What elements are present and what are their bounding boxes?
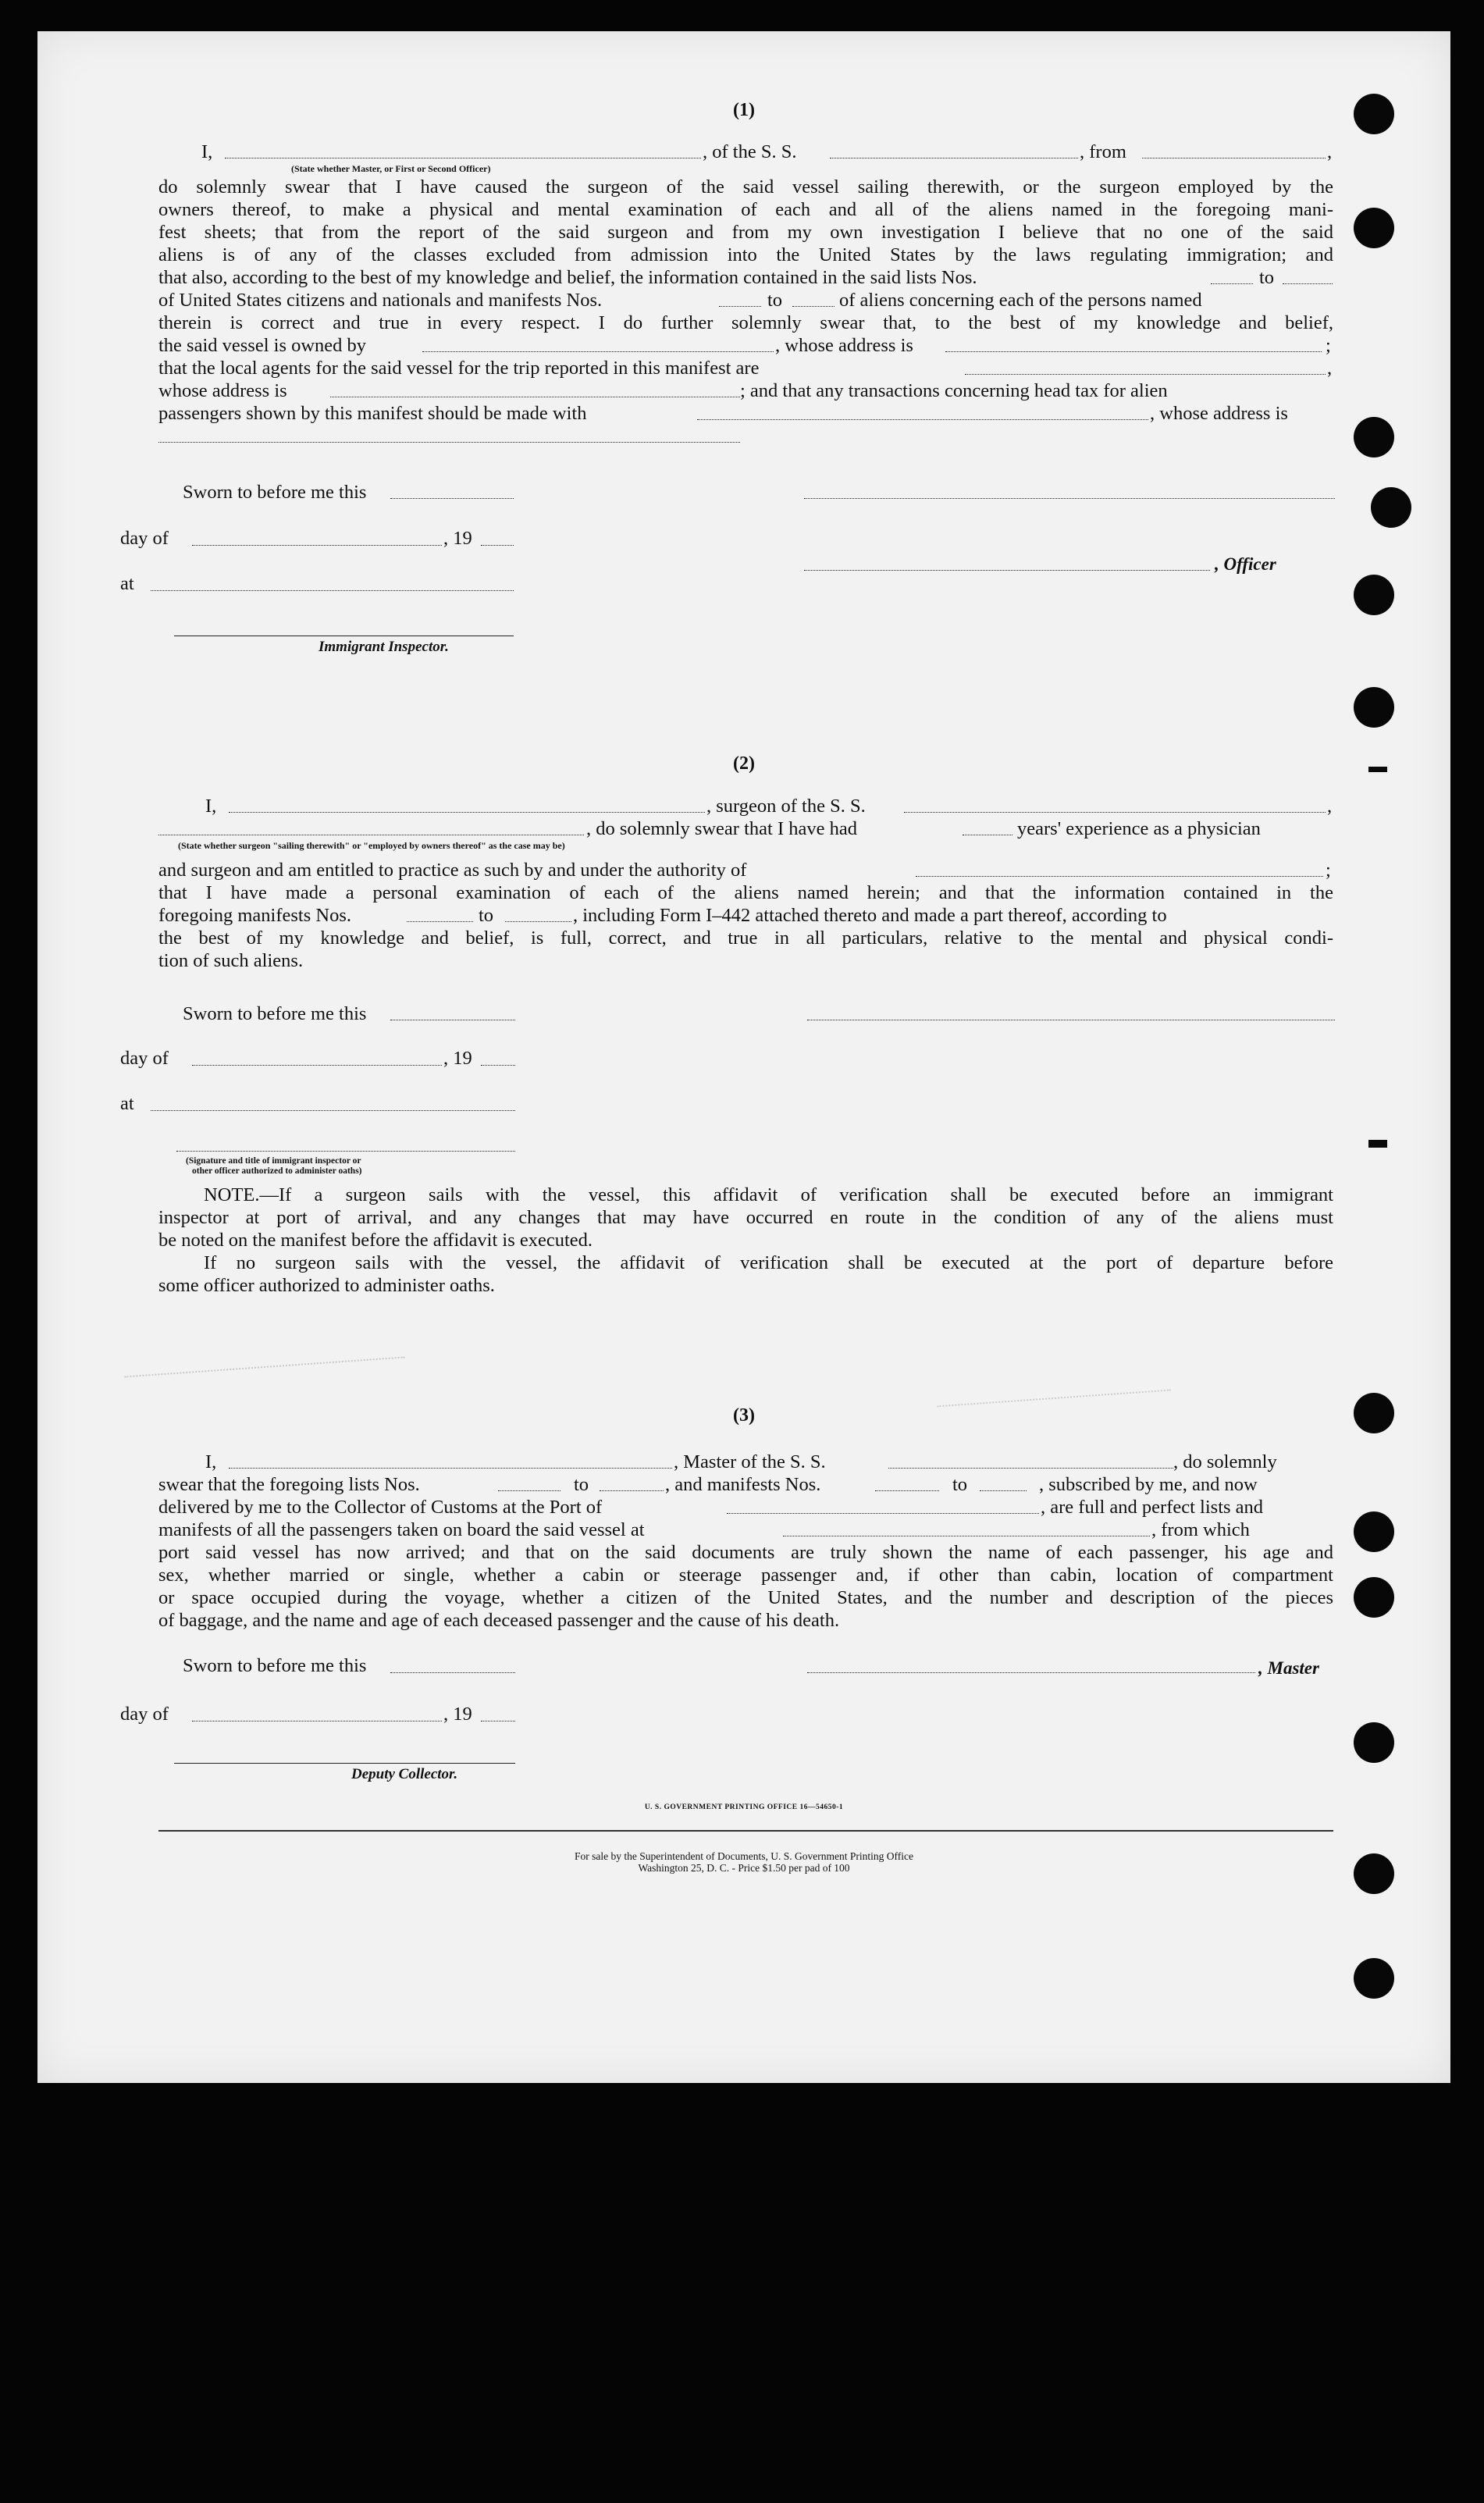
officer-signature-line[interactable]: [804, 481, 1335, 499]
master-lists-from-field[interactable]: [498, 1475, 561, 1491]
paragraph-text: delivered by me to the Collector of Customs at the Port of: [158, 1497, 603, 1518]
section-3-oath: [158, 1451, 1333, 1632]
surgeon-status-field[interactable]: [158, 819, 584, 835]
note-label: NOTE.: [204, 1184, 260, 1205]
officer-name-field[interactable]: [225, 142, 701, 158]
paragraph-line: sex, whether married or single, whether a cabin or steerage passenger and, if other than cabin, location of compartment: [158, 1565, 1333, 1586]
authorized-officer-signature-line[interactable]: [176, 1134, 515, 1152]
lists-from-field[interactable]: [1211, 268, 1253, 284]
master-signature-line[interactable]: [807, 1655, 1255, 1673]
surgeon-signature-line[interactable]: [807, 1002, 1335, 1020]
gpo-imprint: U. S. GOVERNMENT PRINTING OFFICE 16—54650-1: [644, 1803, 844, 1811]
punch-hole: [1354, 1958, 1394, 1999]
inspector-label: Immigrant Inspector.: [319, 639, 449, 655]
vessel-name-field[interactable]: [830, 142, 1078, 158]
day-of-label: day of: [120, 528, 169, 549]
from-label: , from: [1080, 141, 1126, 162]
manifests-from-field[interactable]: [719, 290, 761, 307]
surgeon-manifests-from-field[interactable]: [407, 906, 473, 922]
surgeon-vessel-field[interactable]: [904, 796, 1326, 813]
at-place-field[interactable]: [151, 1093, 515, 1111]
to-label: to: [767, 290, 783, 311]
paragraph-text: and surgeon and am entitled to practice as such by and under the authority of: [158, 860, 747, 881]
head-tax-agent-field[interactable]: [697, 404, 1148, 420]
paragraph-text: passengers shown by this manifest should be made with: [158, 403, 587, 424]
head-tax-address-field[interactable]: [158, 426, 740, 443]
section-1-oath: [158, 141, 1333, 447]
paragraph-text: manifests of all the passengers taken on board the said vessel at: [158, 1519, 645, 1540]
comma: ,: [1327, 141, 1333, 162]
sworn-label: Sworn to before me this: [183, 1655, 367, 1676]
paragraph-text: of United States citizens and nationals and manifests Nos.: [158, 290, 603, 311]
punch-hole: [1354, 1722, 1394, 1763]
paragraph-text: , and manifests Nos.: [665, 1474, 821, 1495]
sale-notice: For sale by the Superintendent of Documents, U. S. Government Printing Office: [575, 1850, 913, 1862]
paragraph-text: that the local agents for the said vessel for the trip reported in this manifest are: [158, 358, 760, 379]
paragraph-text: years' experience as a physician: [1017, 818, 1261, 839]
surgeon-name-field[interactable]: [229, 796, 705, 813]
to-label: to: [1259, 267, 1275, 288]
sale-notice: Washington 25, D. C. - Price $1.50 per pad of 100: [638, 1862, 850, 1874]
years-experience-field[interactable]: [963, 819, 1012, 835]
owner-field[interactable]: [422, 336, 774, 352]
punch-hole: [1354, 687, 1394, 728]
month-field[interactable]: [192, 528, 442, 546]
year-label: , 19: [443, 1704, 472, 1725]
master-lists-to-field[interactable]: [600, 1475, 664, 1491]
surgeon-caption: (State whether surgeon "sailing therewith" or "employed by owners thereof" as the case may be): [178, 840, 565, 851]
i-label: I,: [201, 141, 213, 162]
day-of-label: day of: [120, 1048, 169, 1069]
paragraph-text: the said vessel is owned by: [158, 335, 367, 356]
paragraph-text: , subscribed by me, and now: [1039, 1474, 1258, 1495]
paragraph-text: , do solemnly: [1173, 1451, 1277, 1472]
paragraph-line: or space occupied during the voyage, whether a citizen of the United States, and the number and description of the pieces: [158, 1587, 1333, 1608]
master-label: , Master: [1258, 1658, 1319, 1678]
paragraph-line: owners thereof, to make a physical and mental examination of each and all of the aliens named in the foregoing mani-: [158, 199, 1333, 220]
punch-hole: [1354, 417, 1394, 458]
i-label: I,: [205, 796, 217, 817]
paragraph-text: , whose address is: [775, 335, 913, 356]
paragraph-line: fest sheets; that from the report of the said surgeon and from my own investigation I believe that no one of the said: [158, 222, 1333, 243]
paragraph-text: , whose address is: [1150, 403, 1288, 424]
paragraph-text: whose address is: [158, 380, 287, 401]
signature-caption: other officer authorized to administer oaths): [192, 1166, 362, 1176]
comma: ,: [1327, 796, 1333, 817]
paragraph-text: , do solemnly swear that I have had: [586, 818, 857, 839]
customs-port-field[interactable]: [727, 1497, 1039, 1514]
to-label: to: [479, 905, 494, 926]
note-text: some officer authorized to administer oaths.: [158, 1275, 495, 1296]
paragraph-line: therein is correct and true in every respect. I do further solemnly swear that, to the best of my knowledge and belief,: [158, 312, 1333, 333]
year-label: , 19: [443, 1048, 472, 1069]
sworn-day-field[interactable]: [390, 1002, 515, 1020]
officer-label: , Officer: [1215, 554, 1276, 574]
punch-hole: [1354, 208, 1394, 248]
master-name-field[interactable]: [229, 1452, 672, 1469]
section-2-number: (2): [733, 753, 755, 774]
punch-hole: [1371, 487, 1411, 528]
note-text: be noted on the manifest before the affidavit is executed.: [158, 1230, 593, 1251]
surgeon-of-label: , surgeon of the S. S.: [706, 796, 866, 817]
section-2-oath: [158, 795, 1333, 972]
i-label: I,: [205, 1451, 217, 1472]
paragraph-text: , are full and perfect lists and: [1041, 1497, 1264, 1518]
section-2-note: [158, 1184, 1333, 1297]
master-manifests-from-field[interactable]: [875, 1475, 939, 1491]
inspector-signature-line[interactable]: [174, 618, 514, 636]
practice-authority-field[interactable]: [916, 860, 1323, 877]
paragraph-line: the best of my knowledge and belief, is full, correct, and true in all particulars, relative to the mental and physical condi-: [158, 927, 1333, 949]
sworn-label: Sworn to before me this: [183, 482, 367, 503]
local-agents-field[interactable]: [965, 358, 1326, 375]
paragraph-line: tion of such aliens.: [158, 950, 304, 971]
paragraph-line: aliens is of any of the classes excluded from admission into the United States by the laws regulating immigration; and: [158, 244, 1333, 265]
pencil-annotation: [934, 1343, 1171, 1408]
year-field[interactable]: [481, 528, 514, 546]
surgeon-manifests-to-field[interactable]: [505, 906, 571, 922]
at-place-field[interactable]: [151, 573, 514, 591]
paragraph-line: that I have made a personal examination of each of the aliens named herein; and that the information contained in the: [158, 882, 1333, 903]
paragraph-text: foregoing manifests Nos.: [158, 905, 351, 926]
day-of-label: day of: [120, 1704, 169, 1725]
paragraph-text: that also, according to the best of my knowledge and belief, the information contained in the said lists Nos.: [158, 267, 977, 288]
owner-address-field[interactable]: [945, 336, 1322, 352]
punch-mark: [1368, 1140, 1387, 1148]
paragraph-line: port said vessel has now arrived; and that on the said documents are truly shown the name of each passenger, his age and: [158, 1542, 1333, 1563]
master-manifests-to-field[interactable]: [980, 1475, 1027, 1491]
note-text: —If a surgeon sails with the vessel, this affidavit of verification shall be executed before an immigrant: [259, 1184, 1333, 1205]
form-page: [37, 31, 1450, 2083]
deputy-collector-signature-line[interactable]: [174, 1746, 515, 1764]
note-text: inspector at port of arrival, and any changes that may have occurred en route in the condition of any of the aliens must: [158, 1207, 1333, 1228]
month-field[interactable]: [192, 1048, 442, 1066]
officer-caption: (State whether Master, or First or Second Officer): [291, 163, 491, 174]
paragraph-line: of baggage, and the name and age of each deceased passenger and the cause of his death.: [158, 1610, 840, 1631]
master-of-label: , Master of the S. S.: [674, 1451, 826, 1472]
year-field[interactable]: [481, 1704, 515, 1721]
paragraph-text: , including Form I–442 attached thereto and made a part thereof, according to: [573, 905, 1167, 926]
boarding-port-field[interactable]: [783, 1520, 1150, 1536]
pencil-annotation: [123, 1333, 404, 1377]
deputy-collector-label: Deputy Collector.: [351, 1766, 458, 1782]
sworn-label: Sworn to before me this: [183, 1003, 367, 1024]
at-label: at: [120, 573, 134, 594]
year-field[interactable]: [481, 1048, 515, 1066]
paragraph-text: swear that the foregoing lists Nos.: [158, 1474, 420, 1495]
to-label: to: [952, 1474, 968, 1495]
manifests-to-field[interactable]: [792, 290, 835, 307]
agents-address-field[interactable]: [330, 381, 740, 397]
month-field[interactable]: [192, 1704, 442, 1721]
sworn-day-field[interactable]: [390, 1655, 515, 1673]
master-vessel-field[interactable]: [888, 1452, 1173, 1469]
signature-caption: (Signature and title of immigrant inspector or: [186, 1156, 361, 1166]
footer-rule: [158, 1830, 1333, 1832]
paragraph-text: , from which: [1151, 1519, 1250, 1540]
paragraph-text: ;: [1326, 860, 1331, 881]
officer-title-line[interactable]: [804, 553, 1210, 571]
of-ss-label: , of the S. S.: [703, 141, 797, 162]
section-3-number: (3): [733, 1405, 755, 1426]
sworn-day-field[interactable]: [390, 481, 514, 499]
lists-to-field[interactable]: [1283, 268, 1333, 284]
paragraph-text: ;: [1326, 335, 1331, 356]
from-port-field[interactable]: [1142, 142, 1326, 158]
paragraph-text: ,: [1327, 358, 1333, 379]
section-1-number: (1): [733, 100, 755, 120]
paragraph-line: do solemnly swear that I have caused the surgeon of the said vessel sailing therewith, or the surgeon employed by the: [158, 176, 1333, 198]
punch-hole: [1354, 1577, 1394, 1618]
note-text: If no surgeon sails with the vessel, the affidavit of verification shall be executed at the port of departure before: [204, 1252, 1333, 1273]
paragraph-text: ; and that any transactions concerning head tax for alien: [740, 380, 1168, 401]
year-label: , 19: [443, 528, 472, 549]
at-label: at: [120, 1093, 134, 1114]
to-label: to: [574, 1474, 589, 1495]
punch-hole: [1354, 575, 1394, 615]
paragraph-text: of aliens concerning each of the persons named: [839, 290, 1202, 311]
punch-hole: [1354, 1511, 1394, 1552]
